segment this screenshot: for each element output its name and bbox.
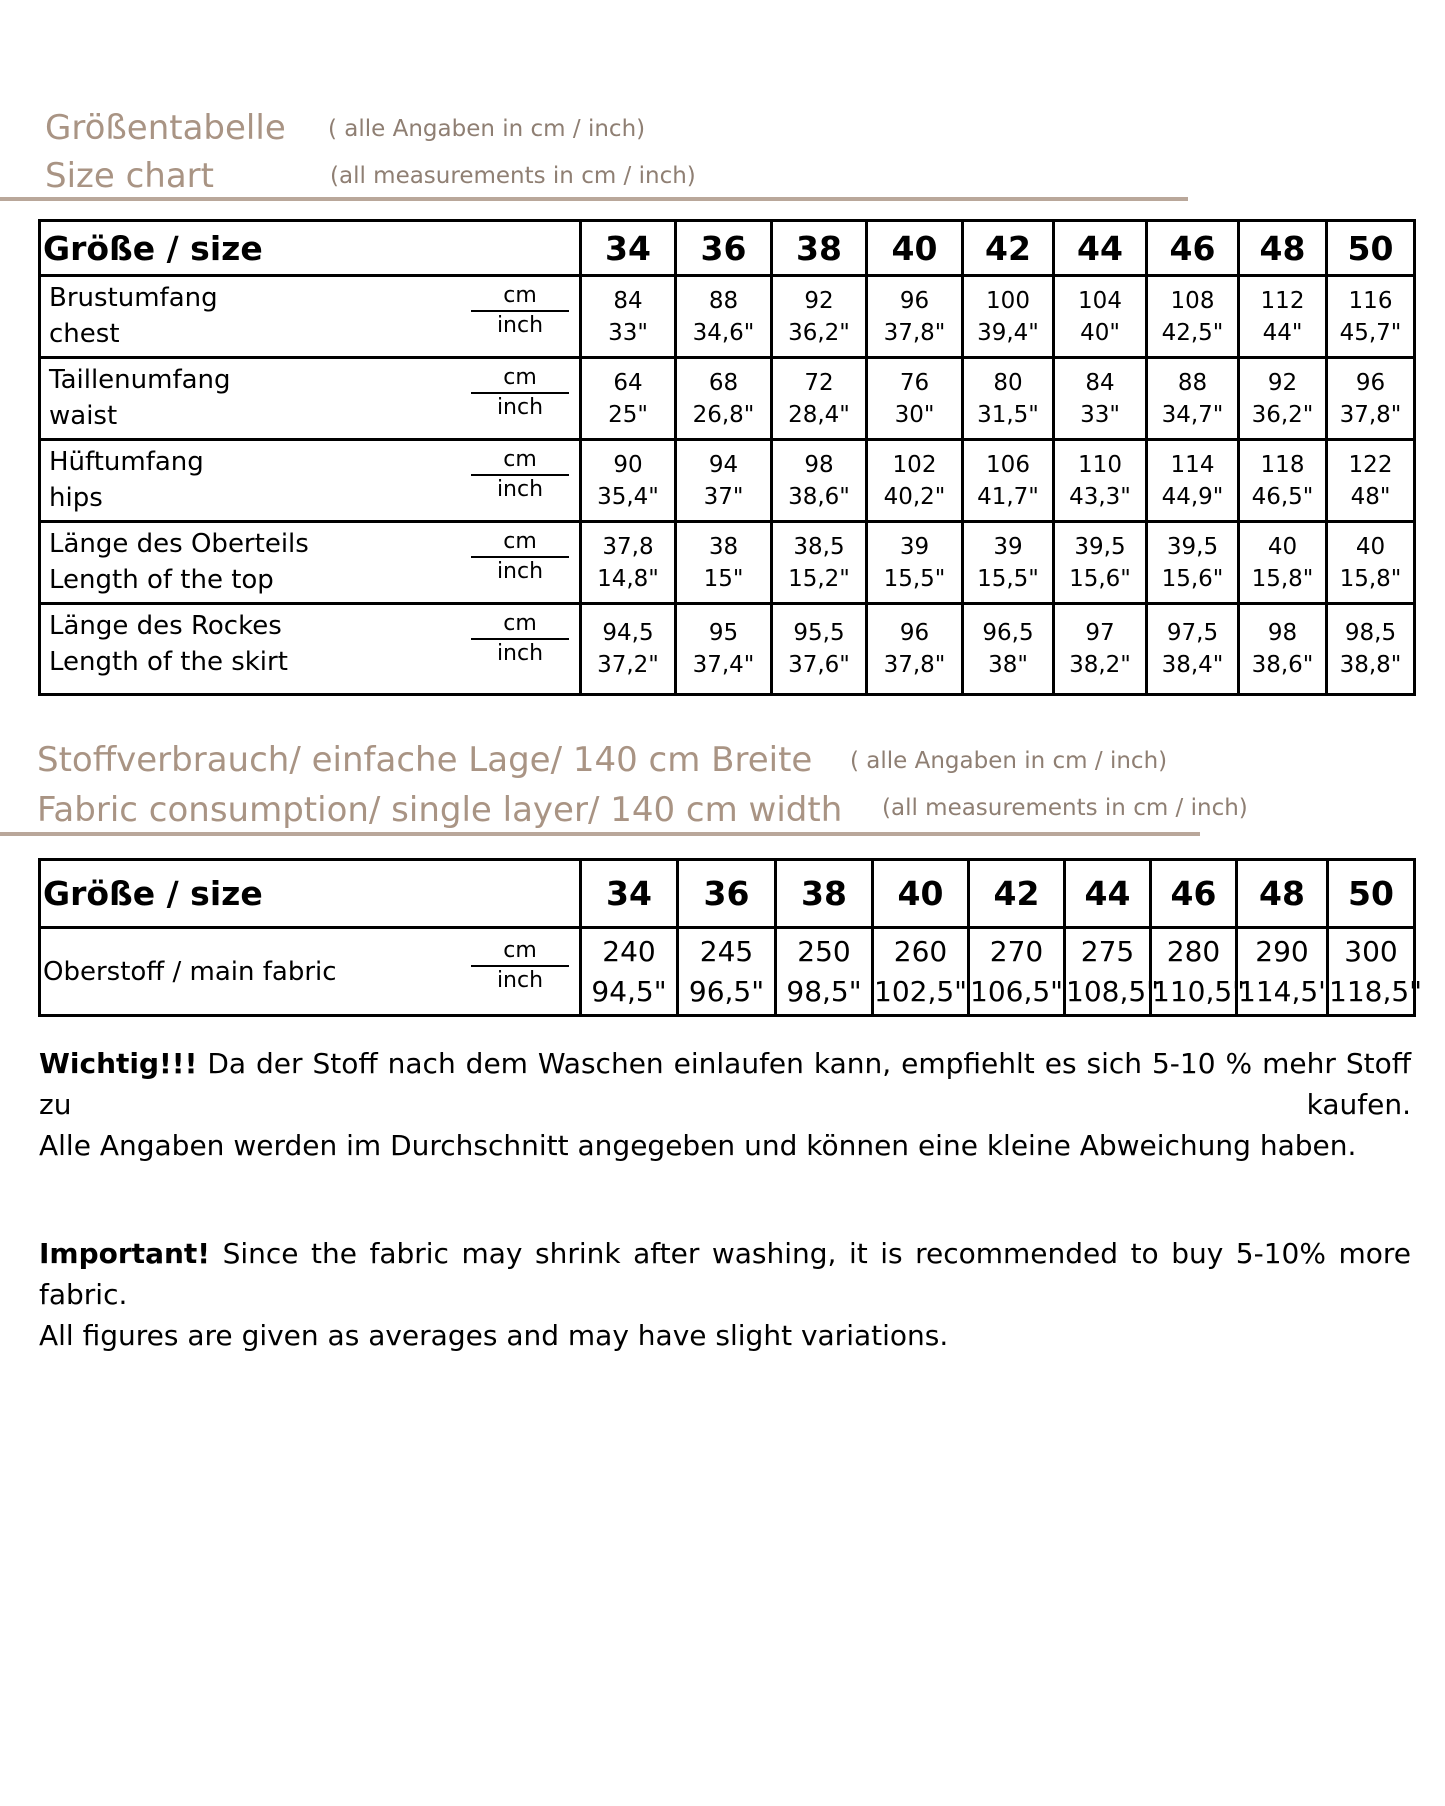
- notes-en-text1: Since the fabric may shrink after washing, it is recommended to buy 5-10% more fabric.: [39, 1237, 1411, 1311]
- notes-en-bold: Important!: [39, 1237, 211, 1270]
- unit-legend: [471, 528, 569, 586]
- measurement-value-cell: [581, 522, 676, 604]
- fabric-size-col-header: 50: [1328, 860, 1415, 928]
- unit-legend: [471, 446, 569, 504]
- value-cm: 108: [1170, 287, 1215, 314]
- measurement-label-en: hips: [49, 483, 103, 513]
- value-inch: 39,4": [977, 319, 1039, 346]
- value-cm: 97: [1085, 620, 1115, 646]
- value-cm: 72: [804, 369, 834, 396]
- value-inch: 106,5": [970, 974, 1064, 1008]
- value-inch: 48": [1350, 483, 1391, 510]
- value-cm: 116: [1348, 287, 1393, 314]
- measurement-value-cell: [1327, 604, 1415, 695]
- measurement-value-cell: [772, 440, 867, 522]
- value-cm: 68: [708, 369, 739, 396]
- measurement-value-cell: [676, 604, 772, 695]
- fabric-value-cell: [678, 928, 776, 1016]
- value-cm: 98: [804, 451, 834, 478]
- value-cm: 290: [1255, 934, 1309, 968]
- value-inch: 35,4": [597, 483, 659, 510]
- unit-cm: cm: [471, 446, 569, 476]
- measurement-value-cell: [676, 276, 772, 358]
- value-cm: 96: [899, 287, 930, 314]
- value-inch: 15,5": [977, 565, 1039, 592]
- measurement-value-cell: [676, 358, 772, 440]
- measurement-label-de: Länge des Rockes: [49, 611, 282, 641]
- fabric-row-main: [40, 928, 1415, 1016]
- measurement-value-cell: [1239, 440, 1327, 522]
- value-inch: 28,4": [788, 401, 850, 428]
- measurement-value-cell: [676, 440, 772, 522]
- measurement-value-cell: [867, 522, 963, 604]
- value-cm: 39,5: [1074, 533, 1126, 560]
- value-inch: 37,8": [883, 652, 946, 678]
- measurement-label-en: Length of the top: [49, 565, 274, 595]
- unit-inch: inch: [496, 968, 544, 993]
- value-cm: 88: [708, 287, 739, 314]
- value-inch: 37,6": [788, 652, 850, 678]
- value-cm: 39: [993, 533, 1023, 560]
- measurement-value-cell: [1239, 522, 1327, 604]
- measurement-label-cell: [40, 358, 581, 440]
- size-col-header: 46: [1147, 221, 1239, 276]
- value-cm: 245: [699, 934, 754, 968]
- value-cm: 112: [1260, 287, 1305, 314]
- value-cm: 98,5: [1344, 620, 1397, 646]
- value-cm: 90: [613, 451, 643, 478]
- value-inch: 44": [1262, 319, 1303, 346]
- fabric-value-cell: [969, 928, 1065, 1016]
- value-inch: 14,8": [597, 565, 659, 592]
- measurement-value-cell: [772, 522, 867, 604]
- measurement-label-cell: [40, 522, 581, 604]
- value-inch: 36,2": [788, 319, 850, 346]
- value-inch: 40,2": [883, 483, 946, 510]
- fabric-size-col-header: 46: [1151, 860, 1237, 928]
- measurement-value-cell: [1147, 522, 1239, 604]
- value-inch: 15,5": [883, 565, 946, 592]
- value-cm: 94,5: [602, 620, 654, 646]
- value-inch: 45,7": [1339, 319, 1402, 346]
- value-cm: 37,8: [602, 533, 654, 560]
- measurement-value-cell: [1054, 440, 1147, 522]
- measurement-label-en: chest: [49, 319, 120, 349]
- size-col-header: 50: [1327, 221, 1415, 276]
- value-inch: 33": [608, 319, 648, 346]
- value-inch: 15,8": [1251, 565, 1314, 592]
- value-inch: 34,6": [692, 319, 755, 346]
- measurement-row: [40, 440, 1415, 522]
- fabric-size-col-header: 42: [969, 860, 1065, 928]
- value-cm: 40: [1355, 533, 1386, 560]
- value-cm: 300: [1344, 934, 1398, 968]
- measurement-value-cell: [772, 276, 867, 358]
- value-cm: 84: [1085, 369, 1115, 396]
- unit-inch: inch: [496, 395, 544, 420]
- measurement-value-cell: [867, 358, 963, 440]
- value-cm: 40: [1267, 533, 1298, 560]
- measurement-label-de: Taillenumfang: [49, 365, 231, 395]
- value-inch: 15,8": [1339, 565, 1402, 592]
- fabric-value-cell: [1328, 928, 1423, 1016]
- value-cm: 92: [804, 287, 834, 314]
- value-cm: 95,5: [793, 620, 845, 646]
- notes-de-text2: Alle Angaben werden im Durchschnitt angegeben und können eine kleine Abweichung haben.: [39, 1129, 1357, 1162]
- value-inch: 37": [703, 483, 744, 510]
- measurement-value-cell: [1147, 358, 1239, 440]
- size-col-header: 42: [963, 221, 1054, 276]
- measurement-label-de: Hüftumfang: [49, 447, 204, 477]
- fabric-size-col-header: 40: [873, 860, 969, 928]
- measurement-value-cell: [963, 604, 1054, 695]
- measurement-value-cell: [581, 440, 676, 522]
- value-inch: 110,5": [1152, 974, 1246, 1008]
- fabric-value-cell: [776, 928, 873, 1016]
- value-cm: 122: [1348, 451, 1393, 478]
- value-cm: 97,5: [1166, 620, 1219, 646]
- value-cm: 38: [708, 533, 739, 560]
- measurement-row: [40, 522, 1415, 604]
- measurement-label-en: Length of the skirt: [49, 647, 288, 677]
- fabric-row-label: Oberstoff / main fabric: [43, 957, 337, 987]
- fabric-divider: [0, 832, 1200, 836]
- value-cm: 76: [899, 369, 930, 396]
- fabric-size-col-header: 36: [678, 860, 776, 928]
- value-inch: 38": [988, 652, 1028, 678]
- size-header-label: Größe / size: [40, 221, 581, 276]
- value-inch: 15,6": [1161, 565, 1224, 592]
- measurement-label-en: waist: [49, 401, 118, 431]
- value-inch: 46,5": [1251, 483, 1314, 510]
- value-cm: 84: [613, 287, 643, 314]
- value-cm: 39: [899, 533, 930, 560]
- measurement-value-cell: [963, 358, 1054, 440]
- fabric-size-col-header: 34: [581, 860, 678, 928]
- measurement-value-cell: [867, 276, 963, 358]
- measurement-value-cell: [1147, 276, 1239, 358]
- value-inch: 44,9": [1161, 483, 1224, 510]
- measurement-value-cell: [1054, 604, 1147, 695]
- value-inch: 34,7": [1161, 401, 1224, 428]
- size-col-header: 44: [1054, 221, 1147, 276]
- fabric-size-col-header: 38: [776, 860, 873, 928]
- unit-inch: inch: [496, 477, 544, 502]
- value-cm: 275: [1080, 934, 1135, 968]
- size-col-header: 36: [676, 221, 772, 276]
- measurement-value-cell: [963, 522, 1054, 604]
- value-inch: 38,6": [788, 483, 850, 510]
- unit-legend: [471, 610, 569, 668]
- value-inch: 37,8": [1339, 401, 1402, 428]
- fabric-size-col-header: 48: [1237, 860, 1328, 928]
- value-inch: 94,5": [591, 974, 667, 1008]
- fabric-value-cell: [1151, 928, 1246, 1016]
- unit-cm: cm: [471, 937, 569, 967]
- measurement-row: [40, 358, 1415, 440]
- measurement-row: [40, 276, 1415, 358]
- value-cm: 64: [613, 369, 643, 396]
- value-cm: 96,5: [982, 620, 1034, 646]
- measurement-value-cell: [867, 604, 963, 695]
- value-cm: 88: [1177, 369, 1208, 396]
- unit-cm: cm: [471, 528, 569, 558]
- value-inch: 96,5": [688, 974, 765, 1008]
- value-inch: 15,6": [1069, 565, 1131, 592]
- value-cm: 106: [986, 451, 1030, 478]
- value-inch: 38,8": [1339, 652, 1402, 678]
- value-cm: 100: [986, 287, 1030, 314]
- measurement-value-cell: [1147, 440, 1239, 522]
- fabric-header-row: [40, 860, 1415, 928]
- fabric-value-cell: [1065, 928, 1160, 1016]
- value-inch: 37,8": [883, 319, 946, 346]
- value-cm: 96: [899, 620, 930, 646]
- unit-legend: [471, 364, 569, 422]
- measurement-value-cell: [1327, 440, 1415, 522]
- unit-inch: inch: [496, 313, 544, 338]
- notes-en-text2: All figures are given as averages and may have slight variations.: [39, 1319, 949, 1352]
- value-inch: 33": [1080, 401, 1120, 428]
- measurement-value-cell: [1147, 604, 1239, 695]
- size-chart-divider: [0, 197, 1188, 201]
- value-inch: 36,2": [1251, 401, 1314, 428]
- measurement-label-cell: [40, 276, 581, 358]
- value-inch: 37,2": [597, 652, 659, 678]
- value-cm: 114: [1170, 451, 1215, 478]
- value-cm: 104: [1078, 287, 1122, 314]
- value-inch: 114,5": [1238, 974, 1332, 1008]
- unit-inch: inch: [496, 559, 544, 584]
- size-col-header: 40: [867, 221, 963, 276]
- value-cm: 92: [1267, 369, 1298, 396]
- value-inch: 43,3": [1069, 483, 1131, 510]
- value-inch: 41,7": [977, 483, 1039, 510]
- size-chart-note-en: (all measurements in cm / inch): [330, 163, 696, 189]
- value-inch: 15,2": [788, 565, 850, 592]
- measurement-value-cell: [963, 440, 1054, 522]
- fabric-note-de: ( alle Angaben in cm / inch): [850, 748, 1168, 774]
- value-inch: 31,5": [977, 401, 1039, 428]
- fabric-title-en: Fabric consumption/ single layer/ 140 cm width: [37, 790, 843, 830]
- measurement-value-cell: [772, 604, 867, 695]
- measurement-value-cell: [1239, 358, 1327, 440]
- fabric-row-label-cell: [40, 928, 581, 1016]
- measurement-value-cell: [772, 358, 867, 440]
- value-inch: 38,4": [1161, 652, 1224, 678]
- measurement-row: [40, 604, 1415, 695]
- measurement-value-cell: [1054, 522, 1147, 604]
- measurement-value-cell: [963, 276, 1054, 358]
- measurement-value-cell: [1327, 522, 1415, 604]
- unit-cm: cm: [471, 610, 569, 640]
- measurement-label-cell: [40, 440, 581, 522]
- value-inch: 118,5": [1329, 974, 1423, 1008]
- measurement-value-cell: [867, 440, 963, 522]
- notes-en: [39, 1233, 1411, 1356]
- value-cm: 260: [893, 934, 948, 968]
- fabric-value-cell: [873, 928, 969, 1016]
- measurement-value-cell: [1327, 276, 1415, 358]
- measurement-value-cell: [1239, 276, 1327, 358]
- size-chart-table: [38, 219, 1416, 696]
- value-cm: 250: [797, 934, 851, 968]
- unit-cm: cm: [471, 364, 569, 394]
- value-cm: 39,5: [1166, 533, 1219, 560]
- value-cm: 118: [1260, 451, 1305, 478]
- notes-de-bold: Wichtig!!!: [39, 1047, 198, 1080]
- size-chart-title-de: Größentabelle: [45, 108, 286, 148]
- unit-legend: [471, 282, 569, 340]
- value-cm: 94: [708, 451, 739, 478]
- value-inch: 30": [894, 401, 935, 428]
- value-inch: 98,5": [786, 974, 862, 1008]
- measurement-value-cell: [676, 522, 772, 604]
- value-inch: 26,8": [692, 401, 755, 428]
- unit-legend: [471, 937, 569, 995]
- unit-inch: inch: [496, 641, 544, 666]
- value-inch: 37,4": [692, 652, 755, 678]
- measurement-label-cell: [40, 604, 581, 695]
- value-cm: 110: [1078, 451, 1122, 478]
- notes-de: [39, 1043, 1411, 1166]
- size-header-row: [40, 221, 1415, 276]
- value-cm: 280: [1166, 934, 1221, 968]
- fabric-size-col-header: 44: [1065, 860, 1151, 928]
- value-inch: 25": [608, 401, 648, 428]
- value-inch: 102,5": [874, 974, 968, 1008]
- value-inch: 15": [703, 565, 744, 592]
- fabric-value-cell: [581, 928, 678, 1016]
- measurement-label-de: Länge des Oberteils: [49, 529, 309, 559]
- value-cm: 98: [1267, 620, 1298, 646]
- value-cm: 80: [993, 369, 1023, 396]
- measurement-value-cell: [581, 604, 676, 695]
- size-col-header: 38: [772, 221, 867, 276]
- measurement-value-cell: [1327, 358, 1415, 440]
- value-cm: 270: [989, 934, 1044, 968]
- value-inch: 38,2": [1069, 652, 1131, 678]
- notes-de-text1: Da der Stoff nach dem Waschen einlaufen kann, empfiehlt es sich 5-10 % mehr Stoff zu kaufen.: [39, 1047, 1411, 1121]
- value-inch: 40": [1080, 319, 1120, 346]
- measurement-value-cell: [1239, 604, 1327, 695]
- measurement-label-de: Brustumfang: [49, 283, 218, 313]
- value-inch: 38,6": [1251, 652, 1314, 678]
- size-chart-title-en: Size chart: [45, 156, 214, 196]
- measurement-value-cell: [1054, 358, 1147, 440]
- measurement-value-cell: [581, 358, 676, 440]
- measurement-value-cell: [581, 276, 676, 358]
- fabric-title-de: Stoffverbrauch/ einfache Lage/ 140 cm Breite: [37, 740, 813, 780]
- fabric-table: [38, 858, 1423, 1017]
- size-chart-note-de: ( alle Angaben in cm / inch): [328, 116, 646, 142]
- value-cm: 95: [708, 620, 739, 646]
- fabric-value-cell: [1237, 928, 1332, 1016]
- fabric-note-en: (all measurements in cm / inch): [882, 795, 1248, 821]
- value-cm: 96: [1355, 369, 1386, 396]
- value-inch: 108,5": [1066, 974, 1160, 1008]
- fabric-header-label: Größe / size: [40, 860, 581, 928]
- unit-cm: cm: [471, 282, 569, 312]
- value-cm: 240: [602, 934, 656, 968]
- value-cm: 102: [892, 451, 937, 478]
- measurement-value-cell: [1054, 276, 1147, 358]
- value-inch: 42,5": [1161, 319, 1224, 346]
- size-col-header: 34: [581, 221, 676, 276]
- value-cm: 38,5: [793, 533, 845, 560]
- size-col-header: 48: [1239, 221, 1327, 276]
